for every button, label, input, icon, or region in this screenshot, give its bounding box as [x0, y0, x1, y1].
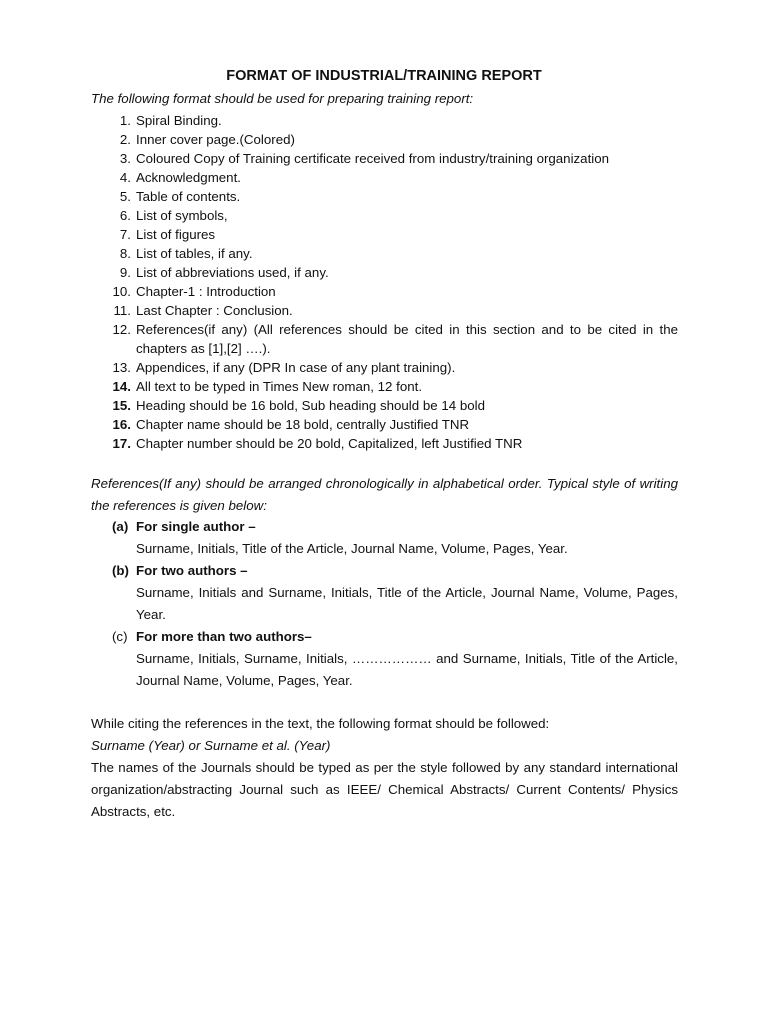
list-item-number: 5. — [119, 189, 131, 204]
list-item-number: 6. — [119, 208, 131, 223]
list-item-number: 2. — [119, 132, 131, 147]
list-item-text: List of abbreviations used, if any. — [136, 265, 329, 280]
list-item-text: Spiral Binding. — [136, 113, 222, 128]
list-item-number: 15. — [112, 398, 131, 413]
list-item-number: 7. — [119, 227, 131, 242]
style-heading: For more than two authors– — [136, 629, 312, 644]
citing-format: Surname (Year) or Surname et al. (Year) — [91, 738, 331, 753]
list-item-number: 10. — [112, 284, 131, 299]
list-item — [91, 187, 678, 206]
list-item-number: 1. — [119, 113, 131, 128]
list-item-text: List of symbols, — [136, 208, 228, 223]
list-item-text: Heading should be 16 bold, Sub heading should be 14 bold — [136, 398, 485, 413]
list-item-text: Chapter name should be 18 bold, centrally Justified TNR — [136, 417, 470, 432]
list-item-number: 4. — [119, 170, 131, 185]
list-item-text: Last Chapter : Conclusion. — [136, 303, 293, 318]
list-item-text: All text to be typed in Times New roman, 12 font. — [136, 379, 423, 394]
list-item-text: References(if any) (All references should be cited in this section and to be cited in the chapters as [1],[2] ….). — [136, 322, 678, 356]
list-item-text: Inner cover page.(Colored) — [136, 132, 295, 147]
list-item-text: List of tables, if any. — [136, 246, 253, 261]
list-item — [91, 377, 678, 396]
style-heading: For single author – — [136, 519, 256, 534]
style-body: Surname, Initials, Title of the Article, Journal Name, Volume, Pages, Year. — [136, 541, 568, 556]
style-body: Surname, Initials and Surname, Initials, Title of the Article, Journal Name, Volume, Pages, Year. — [136, 585, 678, 622]
list-item-number: 17. — [112, 436, 131, 451]
reference-style-more — [91, 626, 678, 692]
list-item-number: 3. — [119, 151, 131, 166]
reference-style-single — [91, 516, 678, 560]
list-item-number: 16. — [112, 417, 131, 432]
list-item-number: 14. — [112, 379, 131, 394]
list-item-text: Appendices, if any (DPR In case of any plant training). — [136, 360, 456, 375]
reference-style-two — [91, 560, 678, 626]
list-item-text: Chapter-1 : Introduction — [136, 284, 276, 299]
list-item-number: 11. — [113, 303, 131, 318]
format-list — [91, 111, 678, 453]
list-item-number: 8. — [119, 246, 131, 261]
list-item — [91, 149, 678, 168]
list-item — [91, 244, 678, 263]
list-item-text: List of figures — [136, 227, 216, 242]
style-heading: For two authors – — [136, 563, 248, 578]
list-item — [91, 301, 678, 320]
style-letter: (c) — [112, 629, 128, 644]
list-item-text: Table of contents. — [136, 189, 241, 204]
journal-names-note: The names of the Journals should be typed as per the style followed by any standard international organization/abstracting Journal such as IEEE/ Chemical Abstracts/ Current Contents/ Physics Abstracts, etc. — [91, 760, 678, 819]
list-item — [91, 396, 678, 415]
citing-section — [91, 713, 678, 823]
reference-styles — [91, 516, 678, 692]
list-item — [91, 320, 678, 358]
list-item-number: 12. — [112, 322, 131, 337]
list-item — [91, 263, 678, 282]
list-item-text: Coloured Copy of Training certificate received from industry/training organization — [136, 151, 610, 166]
list-item — [91, 111, 678, 130]
style-letter: (a) — [112, 519, 129, 534]
intro-text: The following format should be used for preparing training report: — [91, 91, 474, 106]
style-letter: (b) — [112, 563, 129, 578]
document-title: FORMAT OF INDUSTRIAL/TRAINING REPORT — [226, 68, 542, 84]
list-item — [91, 282, 678, 301]
list-item — [91, 225, 678, 244]
list-item — [91, 206, 678, 225]
list-item — [91, 434, 678, 453]
list-item — [91, 168, 678, 187]
style-body: Surname, Initials, Surname, Initials, ……………… and Surname, Initials, Title of the Article, Journal Name, Volume, Pages, Year. — [136, 651, 678, 688]
list-item — [91, 415, 678, 434]
list-item — [91, 130, 678, 149]
list-item-number: 9. — [119, 265, 131, 280]
citing-instruction: While citing the references in the text, the following format should be followed: — [91, 716, 550, 731]
references-intro: References(If any) should be arranged chronologically in alphabetical order. Typical style of writing the references is given below: — [91, 476, 678, 513]
list-item — [91, 358, 678, 377]
list-item-text: Chapter number should be 20 bold, Capitalized, left Justified TNR — [136, 436, 523, 451]
list-item-number: 13. — [112, 360, 131, 375]
list-item-text: Acknowledgment. — [136, 170, 241, 185]
